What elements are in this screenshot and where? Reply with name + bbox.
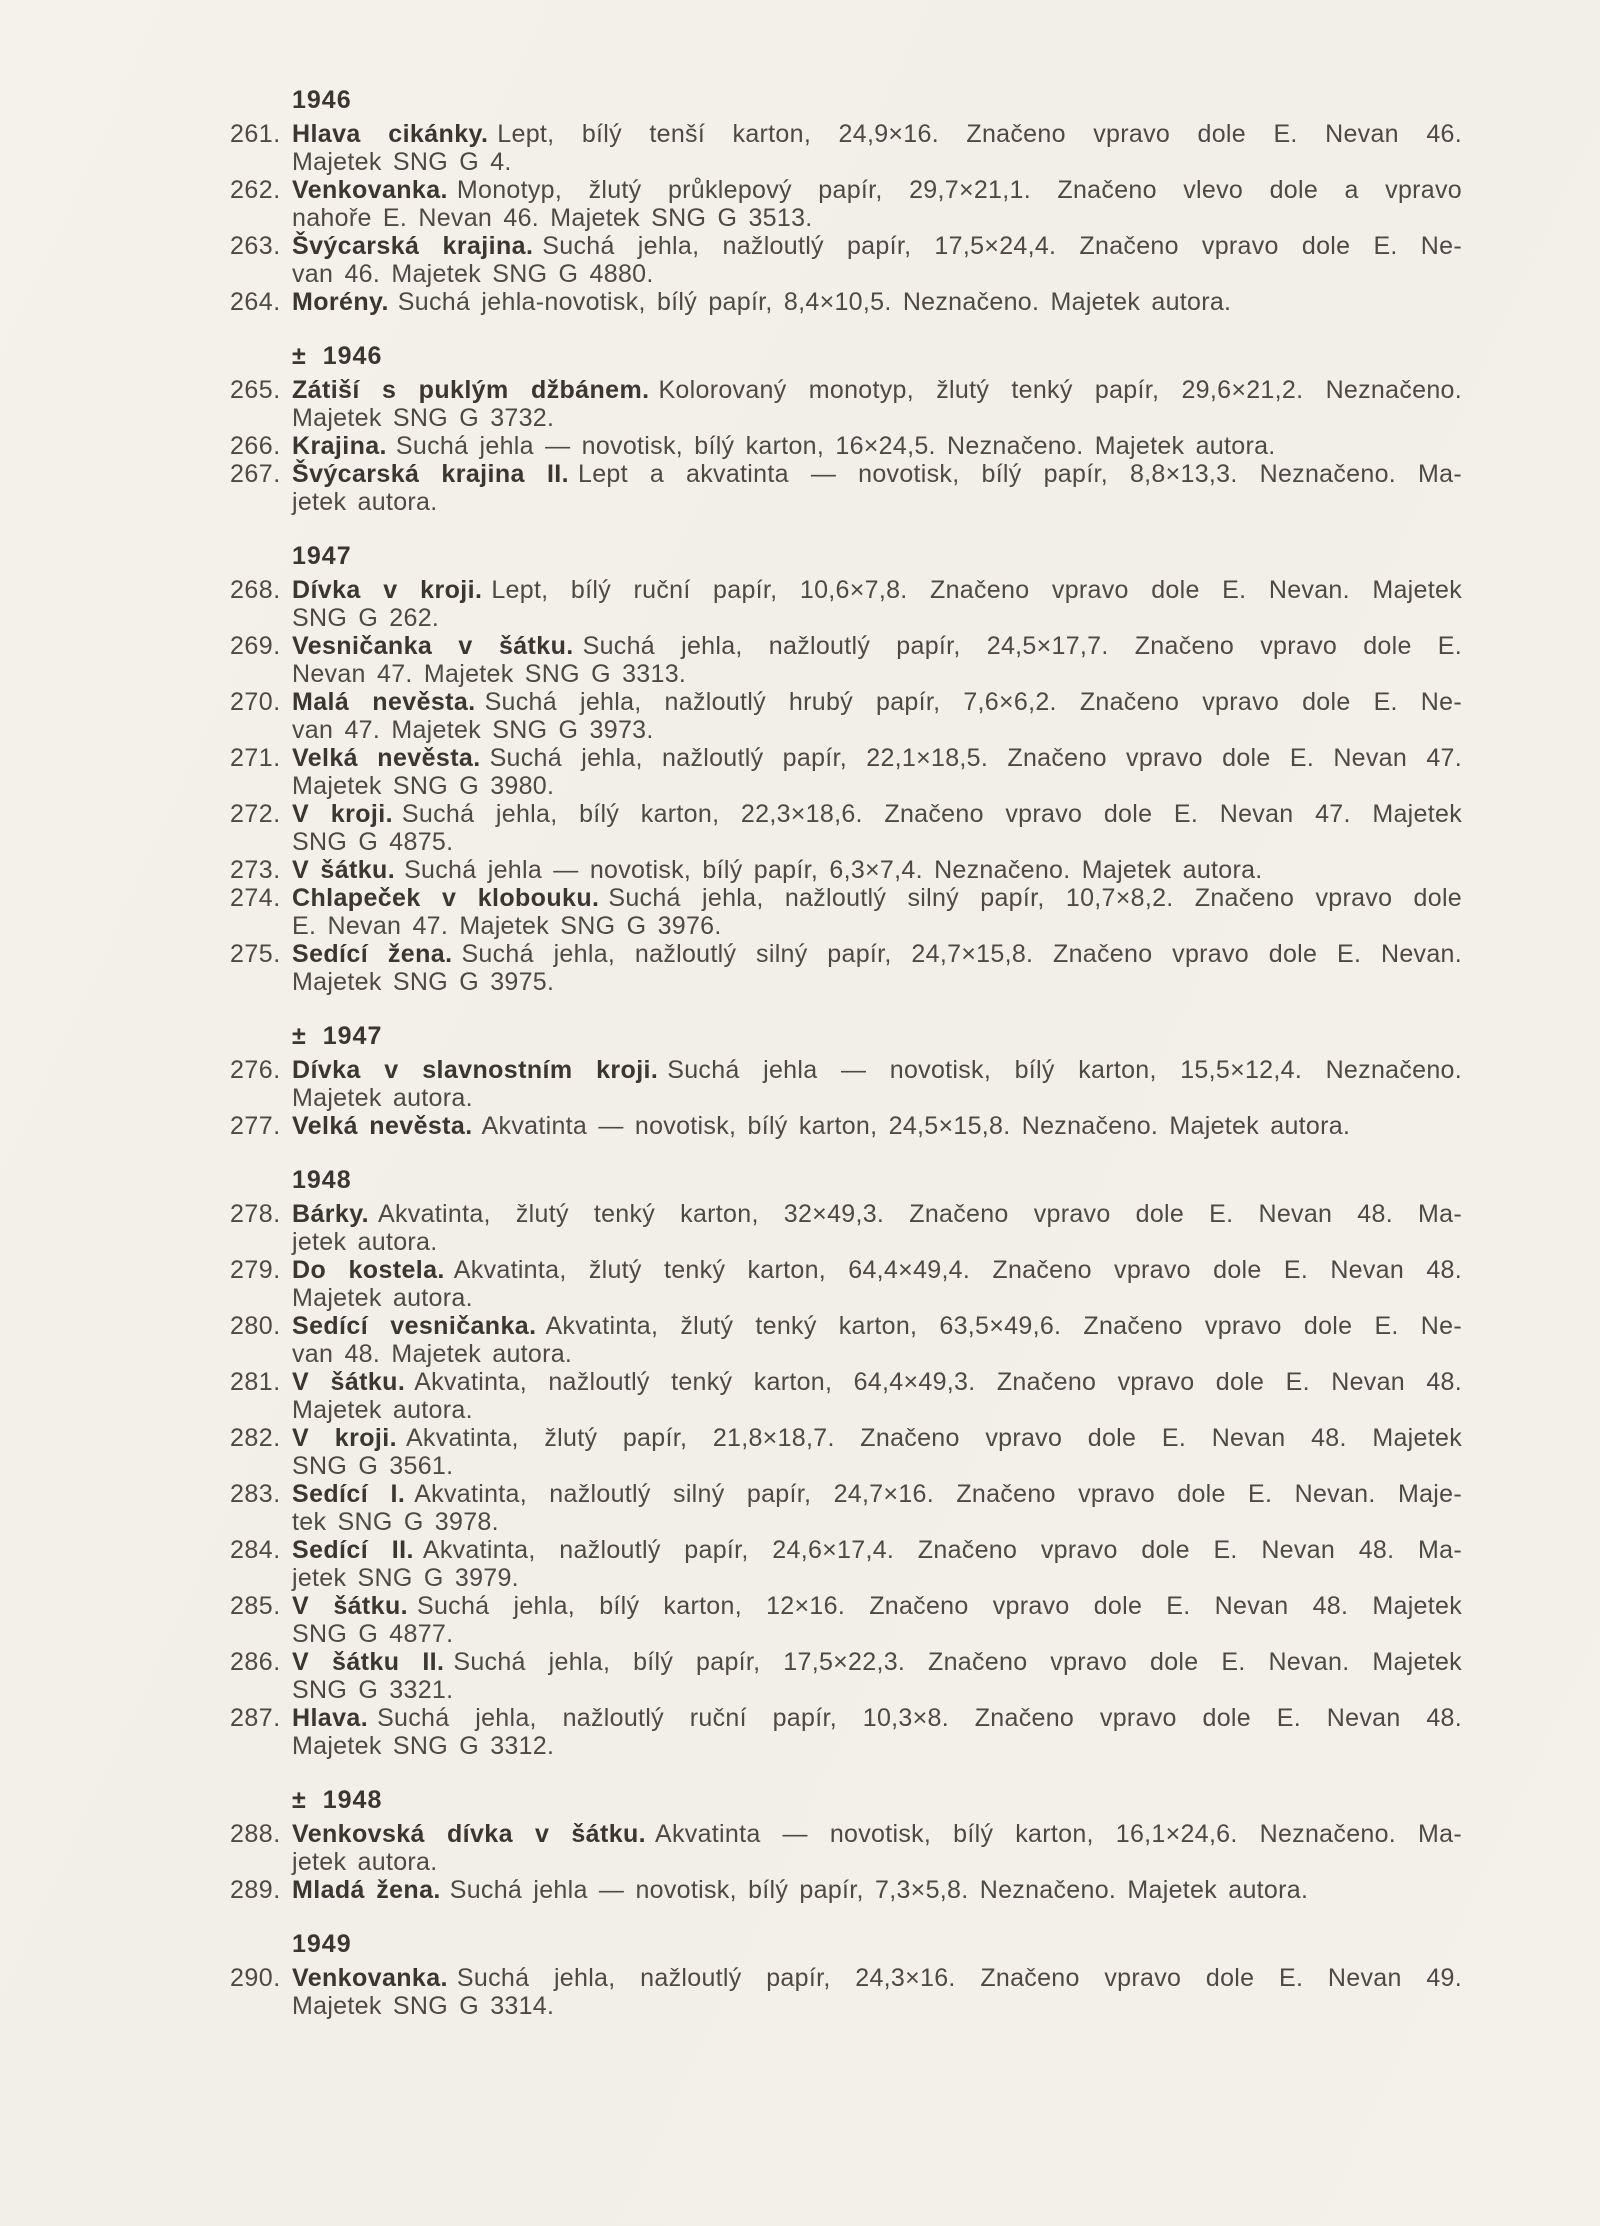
year-label: 1948 (322, 1786, 383, 1814)
entry-line: Chlapeček v klobouku. Suchá jehla, nažloutlý silný papír, 10,7×8,2. Značeno vpravo dole (292, 884, 1463, 912)
entry-line: van 47. Majetek SNG G 3973. (292, 716, 654, 744)
entry-line: Vesničanka v šátku. Suchá jehla, nažloutlý papír, 24,5×17,7. Značeno vpravo dole E. (292, 632, 1462, 660)
entry-line: Bárky. Akvatinta, žlutý tenký karton, 32×49,3. Značeno vpravo dole E. Nevan 48. Ma- (292, 1200, 1462, 1228)
entry-line: Velká nevěsta. Akvatinta — novotisk, bílý karton, 24,5×15,8. Neznačeno. Majetek autora. (292, 1112, 1351, 1140)
year-label: 1947 (292, 542, 352, 570)
entry-number: 277. (230, 1112, 281, 1140)
entry-line: Sedící I. Akvatinta, nažloutlý silný papír, 24,7×16. Značeno vpravo dole E. Nevan. Maje- (292, 1480, 1462, 1508)
entry-line: Sedící žena. Suchá jehla, nažloutlý silný papír, 24,7×15,8. Značeno vpravo dole E. Nevan. (292, 940, 1462, 968)
entry-line: Majetek autora. (292, 1084, 473, 1112)
entry-title: V šátku. (292, 856, 396, 884)
entry-title: Sedící I. (292, 1480, 406, 1508)
entry-title: Dívka v slavnostním kroji. (292, 1056, 659, 1084)
entry-number: 280. (230, 1312, 281, 1340)
pm-year-heading (292, 1786, 1462, 1814)
entry-line: Dívka v slavnostním kroji. Suchá jehla — novotisk, bílý karton, 15,5×12,4. Neznačeno. (292, 1056, 1463, 1084)
entry-line: Mladá žena. Suchá jehla — novotisk, bílý papír, 7,3×5,8. Neznačeno. Majetek autora. (292, 1876, 1309, 1904)
entry-line: van 46. Majetek SNG G 4880. (292, 260, 654, 288)
entry-number: 287. (230, 1704, 281, 1732)
year-heading (292, 1166, 1462, 1194)
entry-line: SNG G 3321. (292, 1676, 454, 1704)
catalog-entry (230, 632, 1462, 688)
entry-title: Velká nevěsta. (292, 744, 481, 772)
entry-title: Morény. (292, 288, 389, 316)
entry-line: Majetek SNG G 3975. (292, 968, 555, 996)
catalog-entry (230, 1964, 1462, 2020)
entry-number: 281. (230, 1368, 281, 1396)
entry-line: Zátiší s puklým džbánem. Kolorovaný monotyp, žlutý tenký papír, 29,6×21,2. Neznačeno. (292, 376, 1462, 404)
entry-line: Majetek SNG G 4. (292, 148, 512, 176)
entry-number: 268. (230, 576, 281, 604)
catalog-entry (230, 232, 1462, 288)
entry-number: 279. (230, 1256, 281, 1284)
entry-title: Sedící II. (292, 1536, 414, 1564)
catalog-entry (230, 1424, 1462, 1480)
entry-number: 286. (230, 1648, 281, 1676)
entry-number: 270. (230, 688, 281, 716)
entry-line: SNG G 3561. (292, 1452, 454, 1480)
catalog-entry (230, 1368, 1462, 1424)
entry-number: 271. (230, 744, 281, 772)
entry-line: Švýcarská krajina. Suchá jehla, nažloutlý papír, 17,5×24,4. Značeno vpravo dole E. Ne- (292, 232, 1462, 260)
catalog-entry (230, 288, 1462, 316)
entry-title: Krajina. (292, 432, 387, 460)
catalog-entry (230, 376, 1462, 432)
entry-line: Do kostela. Akvatinta, žlutý tenký karton, 64,4×49,4. Značeno vpravo dole E. Nevan 48. (292, 1256, 1462, 1284)
catalog-entry (230, 1112, 1462, 1140)
catalog-entry (230, 940, 1462, 996)
entry-title: V šátku II. (292, 1648, 445, 1676)
entry-line: Dívka v kroji. Lept, bílý ruční papír, 10,6×7,8. Značeno vpravo dole E. Nevan. Majetek (292, 576, 1462, 604)
entry-line: V šátku. Akvatinta, nažloutlý tenký karton, 64,4×49,3. Značeno vpravo dole E. Nevan 48. (292, 1368, 1463, 1396)
entry-title: V kroji. (292, 1424, 397, 1452)
entry-number: 283. (230, 1480, 281, 1508)
catalog-entry (230, 176, 1462, 232)
entry-number: 282. (230, 1424, 281, 1452)
entry-line: Majetek SNG G 3314. (292, 1992, 555, 2020)
entry-line: Venkovská dívka v šátku. Akvatinta — novotisk, bílý karton, 16,1×24,6. Neznačeno. Ma- (292, 1820, 1462, 1848)
entry-line: V šátku. Suchá jehla, bílý karton, 12×16. Značeno vpravo dole E. Nevan 48. Majetek (292, 1592, 1462, 1620)
year-label: 1946 (292, 86, 352, 114)
entry-title: Zátiší s puklým džbánem. (292, 376, 650, 404)
year-label: 1946 (322, 342, 383, 370)
entry-line: V kroji. Suchá jehla, bílý karton, 22,3×18,6. Značeno vpravo dole E. Nevan 47. Majetek (292, 800, 1462, 828)
entry-line: Majetek SNG G 3312. (292, 1732, 555, 1760)
entry-number: 284. (230, 1536, 281, 1564)
entry-number: 263. (230, 232, 281, 260)
entry-title: Sedící vesničanka. (292, 1312, 537, 1340)
catalog-entry (230, 576, 1462, 632)
year-label: 1947 (322, 1022, 383, 1050)
entry-line: Krajina. Suchá jehla — novotisk, bílý karton, 16×24,5. Neznačeno. Majetek autora. (292, 432, 1276, 460)
entry-line: Venkovanka. Suchá jehla, nažloutlý papír, 24,3×16. Značeno vpravo dole E. Nevan 49. (292, 1964, 1462, 1992)
entry-number: 264. (230, 288, 281, 316)
entry-title: Dívka v kroji. (292, 576, 483, 604)
entry-title: Venkovská dívka v šátku. (292, 1820, 647, 1848)
entry-number: 289. (230, 1876, 281, 1904)
entry-line: Majetek SNG G 3980. (292, 772, 555, 800)
entry-number: 267. (230, 460, 281, 488)
entry-line: Hlava cikánky. Lept, bílý tenší karton, 24,9×16. Značeno vpravo dole E. Nevan 46. (292, 120, 1462, 148)
pm-year-heading (292, 1022, 1462, 1050)
entry-title: V kroji. (292, 800, 393, 828)
entry-number: 272. (230, 800, 281, 828)
plus-minus-symbol: ± (292, 342, 307, 370)
entry-title: Malá nevěsta. (292, 688, 476, 716)
catalog-entry (230, 1256, 1462, 1312)
entry-title: Chlapeček v klobouku. (292, 884, 600, 912)
entry-number: 290. (230, 1964, 281, 1992)
entry-number: 276. (230, 1056, 281, 1084)
catalog-entry (230, 1480, 1462, 1536)
entry-number: 273. (230, 856, 281, 884)
catalog-entry (230, 1312, 1462, 1368)
catalog-entry (230, 432, 1462, 460)
year-label: 1949 (292, 1930, 352, 1958)
entry-number: 275. (230, 940, 281, 968)
entry-title: V šátku. (292, 1368, 406, 1396)
entry-line: jetek autora. (292, 1848, 438, 1876)
entry-line: SNG G 4877. (292, 1620, 454, 1648)
plus-minus-symbol: ± (292, 1022, 307, 1050)
year-heading (292, 1930, 1462, 1958)
entry-line: Sedící II. Akvatinta, nažloutlý papír, 24,6×17,4. Značeno vpravo dole E. Nevan 48. Ma- (292, 1536, 1462, 1564)
catalog-entry (230, 1200, 1462, 1256)
entry-number: 274. (230, 884, 281, 912)
entry-line: V kroji. Akvatinta, žlutý papír, 21,8×18,7. Značeno vpravo dole E. Nevan 48. Majetek (292, 1424, 1462, 1452)
entry-number: 266. (230, 432, 281, 460)
year-label: 1948 (292, 1166, 352, 1194)
entry-line: SNG G 262. (292, 604, 440, 632)
entry-line: E. Nevan 47. Majetek SNG G 3976. (292, 912, 722, 940)
entry-line: V šátku. Suchá jehla — novotisk, bílý papír, 6,3×7,4. Neznačeno. Majetek autora. (292, 856, 1263, 884)
catalog-entry (230, 1536, 1462, 1592)
catalog-entry (230, 1876, 1462, 1904)
entry-number: 269. (230, 632, 281, 660)
entry-line: Švýcarská krajina II. Lept a akvatinta — novotisk, bílý papír, 8,8×13,3. Neznačeno. Ma- (292, 460, 1462, 488)
catalog-entry (230, 1592, 1462, 1648)
year-heading (292, 86, 1462, 114)
entry-line: SNG G 4875. (292, 828, 454, 856)
entry-number: 278. (230, 1200, 281, 1228)
entry-line: V šátku II. Suchá jehla, bílý papír, 17,5×22,3. Značeno vpravo dole E. Nevan. Majetek (292, 1648, 1462, 1676)
entry-line: jetek autora. (292, 488, 438, 516)
entry-title: Bárky. (292, 1200, 369, 1228)
catalog-entry (230, 856, 1462, 884)
year-heading (292, 542, 1462, 570)
entry-number: 265. (230, 376, 281, 404)
entry-number: 261. (230, 120, 281, 148)
pm-year-heading (292, 342, 1462, 370)
entry-line: Sedící vesničanka. Akvatinta, žlutý tenký karton, 63,5×49,6. Značeno vpravo dole E. Ne- (292, 1312, 1462, 1340)
entry-line: Majetek autora. (292, 1284, 473, 1312)
entry-title: Hlava. (292, 1704, 369, 1732)
entry-number: 288. (230, 1820, 281, 1848)
catalog-entry (230, 688, 1462, 744)
catalog-entry (230, 800, 1462, 856)
entry-title: Venkovanka. (292, 1964, 448, 1992)
entry-title: Do kostela. (292, 1256, 445, 1284)
catalog-entry (230, 1704, 1462, 1760)
entry-title: V šátku. (292, 1592, 408, 1620)
entry-line: nahoře E. Nevan 46. Majetek SNG G 3513. (292, 204, 813, 232)
entry-line: van 48. Majetek autora. (292, 1340, 573, 1368)
entry-list (230, 86, 1462, 2020)
catalog-entry (230, 1820, 1462, 1876)
entry-title: Mladá žena. (292, 1876, 441, 1904)
entry-number: 285. (230, 1592, 281, 1620)
catalog-entry (230, 744, 1462, 800)
entry-title: Sedící žena. (292, 940, 453, 968)
entry-line: Nevan 47. Majetek SNG G 3313. (292, 660, 687, 688)
catalog-entry (230, 884, 1462, 940)
entry-title: Hlava cikánky. (292, 120, 489, 148)
entry-line: Hlava. Suchá jehla, nažloutlý ruční papír, 10,3×8. Značeno vpravo dole E. Nevan 48. (292, 1704, 1462, 1732)
entry-title: Vesničanka v šátku. (292, 632, 574, 660)
entry-line: Venkovanka. Monotyp, žlutý průklepový papír, 29,7×21,1. Značeno vlevo dole a vpravo (292, 176, 1462, 204)
entry-line: Velká nevěsta. Suchá jehla, nažloutlý papír, 22,1×18,5. Značeno vpravo dole E. Nevan 47. (292, 744, 1462, 772)
entry-title: Švýcarská krajina II. (292, 460, 569, 488)
entry-title: Švýcarská krajina. (292, 232, 534, 260)
catalog-entry (230, 1648, 1462, 1704)
entry-number: 262. (230, 176, 281, 204)
catalog-entry (230, 1056, 1462, 1112)
entry-line: Morény. Suchá jehla-novotisk, bílý papír, 8,4×10,5. Neznačeno. Majetek autora. (292, 288, 1232, 316)
entry-line: jetek SNG G 3979. (292, 1564, 519, 1592)
catalog-entry (230, 120, 1462, 176)
entry-title: Venkovanka. (292, 176, 448, 204)
entry-line: Majetek SNG G 3732. (292, 404, 555, 432)
catalog-entry (230, 460, 1462, 516)
entry-line: Majetek autora. (292, 1396, 473, 1424)
entry-line: Malá nevěsta. Suchá jehla, nažloutlý hrubý papír, 7,6×6,2. Značeno vpravo dole E. Ne- (292, 688, 1462, 716)
entry-line: tek SNG G 3978. (292, 1508, 499, 1536)
entry-title: Velká nevěsta. (292, 1112, 473, 1140)
plus-minus-symbol: ± (292, 1786, 307, 1814)
entry-line: jetek autora. (292, 1228, 438, 1256)
